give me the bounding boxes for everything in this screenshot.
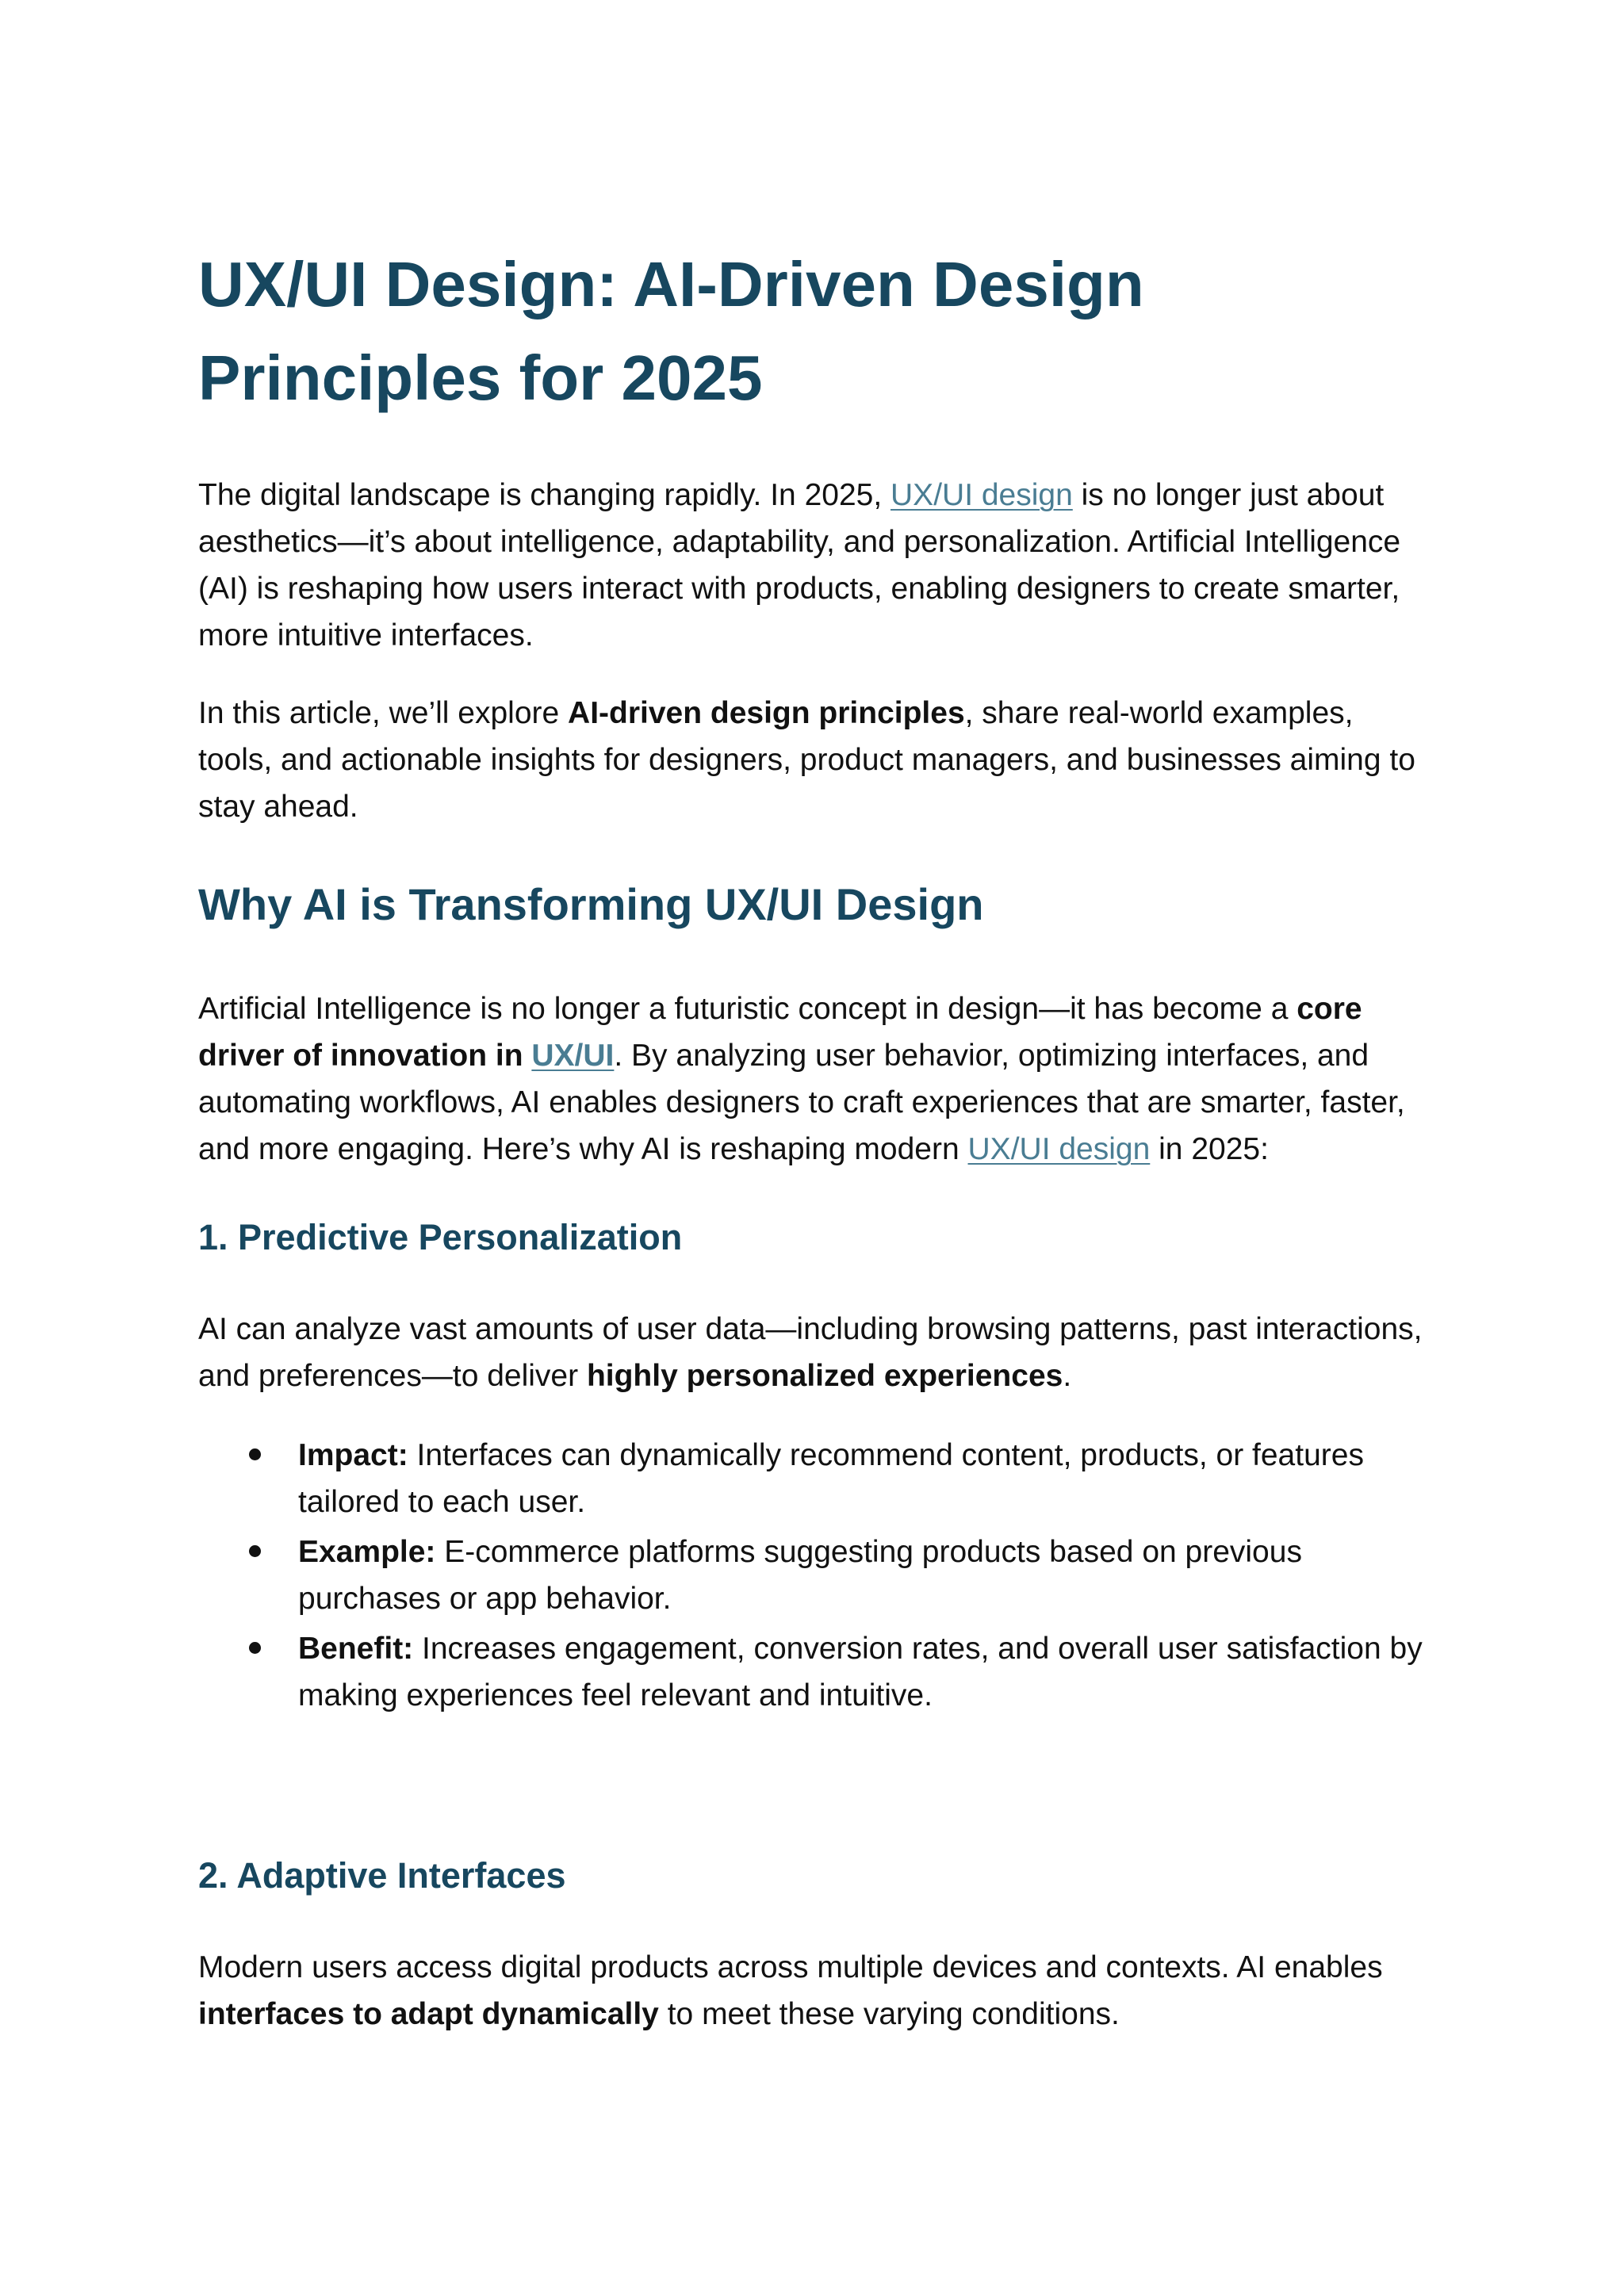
bullet-label: Impact: bbox=[298, 1438, 408, 1472]
intro-p2-text-end: , share real-world examples, tools, and actionable insights for designers, product managers, and businesses aiming to stay ahead. bbox=[198, 696, 1415, 824]
adaptive-text-start: Modern users access digital products across multiple devices and contexts. AI enables bbox=[198, 1950, 1383, 1984]
page-title-line-1: UX/UI Design: AI-Driven Design bbox=[198, 249, 1144, 320]
predictive-text-start: AI can analyze vast amounts of user data—including browsing patterns, past interactions, and preferences—to deliver bbox=[198, 1312, 1423, 1393]
why-ai-bold: core driver of innovation in bbox=[198, 992, 1362, 1073]
intro-p2-text-start: In this article, we’ll explore bbox=[198, 696, 569, 730]
bullet-icon bbox=[249, 1545, 261, 1557]
intro-p1-text-start: The digital landscape is changing rapidly. In 2025, bbox=[198, 478, 891, 512]
ux-ui-link[interactable]: UX/UI bbox=[531, 1039, 615, 1073]
intro-p1-text-end: is no longer just about aesthetics—it’s about intelligence, adaptability, and personalization. Artificial Intelligence (AI) is reshaping how users interact with products, enabling designers to create smarter, more intuitive interfaces. bbox=[198, 478, 1401, 652]
intro-paragraph-2 bbox=[198, 690, 1435, 830]
predictive-bold: highly personalized experiences bbox=[586, 1359, 1063, 1393]
section-heading-adaptive-interfaces: 2. Adaptive Interfaces bbox=[198, 1855, 566, 1896]
predictive-bullet-list bbox=[198, 1432, 1435, 1722]
why-ai-text-end: in 2025: bbox=[1150, 1132, 1269, 1166]
intro-paragraph-1 bbox=[198, 472, 1435, 659]
ux-ui-design-link-1[interactable]: UX/UI design bbox=[891, 478, 1073, 512]
adaptive-bold: interfaces to adapt dynamically bbox=[198, 1997, 659, 2031]
why-ai-paragraph bbox=[198, 985, 1435, 1173]
list-item bbox=[198, 1529, 1435, 1622]
intro-p2-bold: AI-driven design principles bbox=[568, 696, 965, 730]
bullet-icon bbox=[249, 1642, 261, 1654]
bullet-text: Increases engagement, conversion rates, and overall user satisfaction by making experiences feel relevant and intuitive. bbox=[298, 1632, 1423, 1712]
adaptive-text-end: to meet these varying conditions. bbox=[658, 1997, 1120, 2031]
ux-ui-design-link-2[interactable]: UX/UI design bbox=[967, 1132, 1151, 1166]
bullet-label: Benefit: bbox=[298, 1632, 414, 1666]
list-item bbox=[198, 1432, 1435, 1525]
why-ai-text-start: Artificial Intelligence is no longer a futuristic concept in design—it has become a bbox=[198, 992, 1297, 1026]
list-item bbox=[198, 1625, 1435, 1719]
bullet-label: Example: bbox=[298, 1535, 436, 1569]
bullet-text: E-commerce platforms suggesting products based on previous purchases or app behavior. bbox=[298, 1535, 1302, 1616]
section-heading-predictive-personalization: 1. Predictive Personalization bbox=[198, 1217, 683, 1257]
section-heading-why-ai: Why AI is Transforming UX/UI Design bbox=[198, 879, 984, 929]
page-title bbox=[198, 238, 1388, 425]
bullet-text: Interfaces can dynamically recommend content, products, or features tailored to each user. bbox=[298, 1438, 1364, 1519]
why-ai-text-mid: . By analyzing user behavior, optimizing interfaces, and automating workflows, AI enables designers to craft experiences that are smarter, faster, and more engaging. Here’s why AI is reshaping modern bbox=[198, 1039, 1405, 1166]
predictive-paragraph bbox=[198, 1306, 1435, 1399]
predictive-text-end: . bbox=[1063, 1359, 1072, 1393]
adaptive-paragraph bbox=[198, 1944, 1435, 2038]
bullet-icon bbox=[249, 1448, 261, 1460]
page-title-line-2: Principles for 2025 bbox=[198, 342, 763, 413]
